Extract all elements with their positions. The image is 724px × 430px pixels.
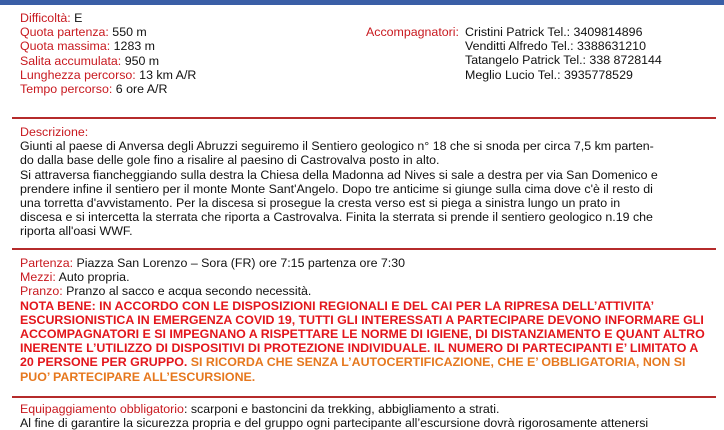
safety-note-line: Al fine di garantire la sicurezza propria e del gruppo ogni partecipante all’escursione dovrà rigorosamente attenersi [20,416,649,430]
departure-row: Partenza: Piazza San Lorenzo – Sora (FR) ore 7:15 partenza ore 7:30 [20,256,406,270]
description-line: una torretta d'avvistamento. Per la discesa si prosegue la cresta verso est si piega a sinistra lungo un prato in [20,196,621,211]
guide-entry: Tatangelo Patrick Tel.: 338 8728144 [465,53,662,68]
logistics-section [20,256,720,384]
equipment-section [20,402,720,430]
hike-details [20,11,196,96]
description-line: prendere infine il sentiero per il monte Monte Sant'Angelo. Dopo tre anticime si giunge sulla cima dove c'è il resto di [20,181,653,196]
guides-list [465,25,662,82]
transport-row: Mezzi: Auto propria. [20,270,130,285]
equipment-row: Equipaggiamento obbligatorio: scarponi e bastoncini da trekking, abbigliamento a strati. [20,402,500,416]
section-divider [12,248,716,250]
detail-difficulty: Difficoltà: E [20,11,83,25]
guide-entry: Meglio Lucio Tel.: 3935778529 [465,67,633,82]
guide-entry: Cristini Patrick Tel.: 3409814896 [465,25,643,39]
detail-max-altitude: Quota massima: 1283 m [20,39,155,54]
covid-note-line: ACCOMPAGNATORI E SI IMPEGNANO A RISPETTARE LE NORME DI IGIENE, DI DISTANZIAMENTO E QUANT ALTRO [20,327,705,342]
description-line: riporta all'oasi WWF. [20,224,133,239]
detail-time: Tempo percorso: 6 ore A/R [20,82,168,97]
guide-entry: Venditti Alfredo Tel.: 3388631210 [465,39,646,54]
guides-label: Accompagnatori: [366,25,459,39]
section-divider [12,396,716,398]
lunch-row: Pranzo: Pranzo al sacco e acqua secondo necessità. [20,284,312,299]
detail-climb: Salita accumulata: 950 m [20,53,160,68]
self-certification-reminder: SI RICORDA CHE SENZA L’AUTOCERTIFICAZIONE, CHE E’ OBBLIGATORIA, NON SI [187,355,686,370]
covid-note-last-line: 20 PERSONE PER GRUPPO. SI RICORDA CHE SENZA L’AUTOCERTIFICAZIONE, CHE E’ OBBLIGATORIA, NON SI [20,355,686,370]
detail-length: Lunghezza percorso: 13 km A/R [20,67,197,82]
covid-note-line: INERENTE L’UTILIZZO DI DISPOSITIVI DI PROTEZIONE INDIVIDUALE. IL NUMERO DI PARTECIPANTI E’ LIMITATO A [20,341,699,356]
description-line: Si attraversa fiancheggiando sulla destra la Chiesa della Madonna ad Nives si sale a destra per via San Domenico e [20,167,658,182]
self-certification-reminder: PUO’ PARTECIPARE ALL’ESCURSIONE. [20,369,256,384]
description-line: do dalla base delle gole fino a risalire al paesino di Castrovalva posto in alto. [20,153,440,168]
section-divider [12,117,716,119]
description-line: discesa e si intercetta la sterrata che riporta a Castrovalva. Finita la sterrata si prende il sentiero geologico n.19 che [20,210,653,225]
description-section [20,125,720,239]
detail-start-altitude: Quota partenza: 550 m [20,25,147,40]
covid-note-line: ESCURSIONISTICA IN EMERGENZA COVID 19, TUTTI GLI INTERESSATI A PARTECIPARE DEVONO INFORMARE GLI [20,312,704,327]
covid-note-line: NOTA BENE: IN ACCORDO CON LE DISPOSIZIONI REGIONALI E DEL CAI PER LA RIPRESA DELL’ATTIVITA’ [20,298,655,313]
top-color-band [0,0,724,5]
description-line: Giunti al paese di Anversa degli Abruzzi seguiremo il Sentiero geologico n° 18 che si snoda per circa 7,5 km parten- [20,139,654,154]
description-label: Descrizione: [20,125,89,139]
